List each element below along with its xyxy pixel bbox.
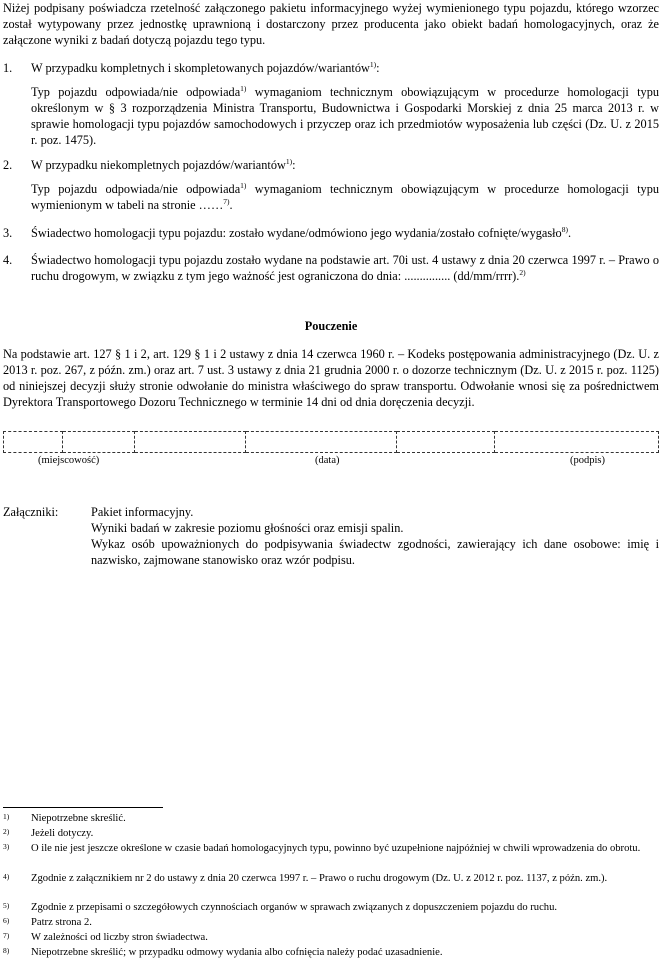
place-label: (miejscowość) [38, 455, 100, 466]
item-2-heading: W przypadku niekompletnych pojazdów/wariantów$^{1)}$: [31, 157, 296, 172]
attachments-list [91, 504, 659, 568]
signature-cell [246, 432, 397, 453]
footnote-number: 8) [3, 946, 10, 955]
footnote-text: Niepotrzebne skreślić. [31, 813, 126, 824]
footnote-number: 3) [3, 842, 10, 851]
footnote-number: 6) [3, 916, 10, 925]
signature-cell [134, 432, 245, 453]
footnote-number: 5) [3, 901, 10, 910]
footnote-number: 1) [3, 812, 10, 821]
date-label: (data) [315, 455, 340, 466]
attachment-item: Wyniki badań w zakresie poziomu głośności oraz emisji spalin. [91, 521, 404, 535]
footnote-text: Niepotrzebne skreślić; w przypadku odmowy wydania albo cofnięcia należy podać uzasadnienie. [31, 947, 443, 958]
signature-cell [396, 432, 494, 453]
signature-table [3, 431, 659, 453]
footnote-number: 7) [3, 931, 10, 940]
footnote-text: W zależności od liczby stron świadectwa. [31, 932, 208, 943]
item-4-text: Świadectwo homologacji typu pojazdu zostało wydane na podstawie art. 70i ust. 4 ustawy z dnia 20 czerwca 1997 r. – Prawo o ruchu drogowym, w związku z tym jego ważność jest ograniczona do dnia: ............... (dd/mm/rrrr).$^{2)}$ [31, 253, 659, 283]
item-1-heading: W przypadku kompletnych i skompletowanych pojazdów/wariantów$^{1)}$: [31, 60, 380, 75]
attachments-label: Załączniki: [3, 505, 59, 519]
footnote-text: Patrz strona 2. [31, 917, 92, 928]
attachment-item: Pakiet informacyjny. [91, 505, 194, 519]
item-2-body: Typ pojazdu odpowiada/nie odpowiada$^{1)}$ wymaganiom technicznym obowiązującym w procedurze homologacji typu wymienionym w tabeli na stronie ……$^{7)}$. [31, 181, 659, 212]
signature-label: (podpis) [570, 455, 605, 466]
item-2-number: 2. [3, 158, 13, 172]
signature-cell [62, 432, 134, 453]
pouczenie-title: Pouczenie [304, 319, 358, 333]
signature-cell [495, 432, 659, 453]
footnote-text: Zgodnie z przepisami o szczegółowych czynnościach organów w sprawach związanych z dopuszczeniem pojazdu do ruchu. [31, 902, 558, 913]
signature-cell [4, 432, 63, 453]
footnote-divider [3, 807, 163, 808]
signature-labels [3, 453, 659, 469]
item-3-number: 3. [3, 226, 13, 240]
intro-paragraph: Niżej podpisany poświadcza rzetelność załączonego pakietu informacyjnego wyżej wymienionego typu pojazdu, którego wzorzec został wytypowany przez jednostkę uprawnioną i dostarczony przez producenta jako obiekt badań homologacyjnych, oraz że załączone wyniki z badań dotyczą pojazdu tego typu. [3, 1, 659, 47]
footnote-number: 4) [3, 872, 10, 881]
footnote-text: O ile nie jest jeszcze określone w czasie badań homologacyjnych typu, powinno być uzupełnione najpóźniej w chwili wprowadzenia do obrotu. [31, 843, 641, 854]
footnote-number: 2) [3, 827, 10, 836]
item-1-number: 1. [3, 61, 13, 75]
item-4-number: 4. [3, 253, 13, 267]
attachment-item: Wykaz osób upoważnionych do podpisywania świadectw zgodności, zawierający ich dane osobowe: imię i nazwisko, zajmowane stanowisko oraz wzór podpisu. [91, 537, 659, 567]
footnote-text: Jeżeli dotyczy. [31, 828, 94, 839]
footnote-text: Zgodnie z załącznikiem nr 2 do ustawy z dnia 20 czerwca 1997 r. – Prawo o ruchu drogowym (Dz. U. z 2012 r. poz. 1137, z późn. zm.). [31, 873, 608, 884]
item-3-text: Świadectwo homologacji typu pojazdu: zostało wydane/odmówiono jego wydania/zostało cofnięte/wygasło$^{8)}$. [31, 225, 572, 240]
pouczenie-text: Na podstawie art. 127 § 1 i 2, art. 129 § 1 i 2 ustawy z dnia 14 czerwca 1960 r. – Kodeks postępowania administracyjnego (Dz. U. z 2013 r. poz. 267, z późn. zm.) oraz art. 7 ust. 3 ustawy z dnia 21 grudnia 2000 r. o dozorze technicznym (Dz. U. z 2015 r. poz. 1125) od niniejszej decyzji służy stronie odwołanie do ministra właściwego do spraw transportu. Odwołanie wnosi się za pośrednictwem Dyrektora Transportowego Dozoru Technicznego w terminie 14 dni od dnia doręczenia decyzji. [3, 347, 659, 409]
item-1-body: Typ pojazdu odpowiada/nie odpowiada$^{1)}$ wymaganiom technicznym obowiązującym w procedurze homologacji typu określonym w § 3 rozporządzenia Ministra Transportu, Budownictwa i Gospodarki Morskiej z dnia 25 marca 2013 r. w sprawie homologacji typu pojazdów samochodowych i przyczep oraz ich przedmiotów wyposażenia lub części (Dz. U. z 2015 r. poz. 1475). [31, 84, 659, 147]
